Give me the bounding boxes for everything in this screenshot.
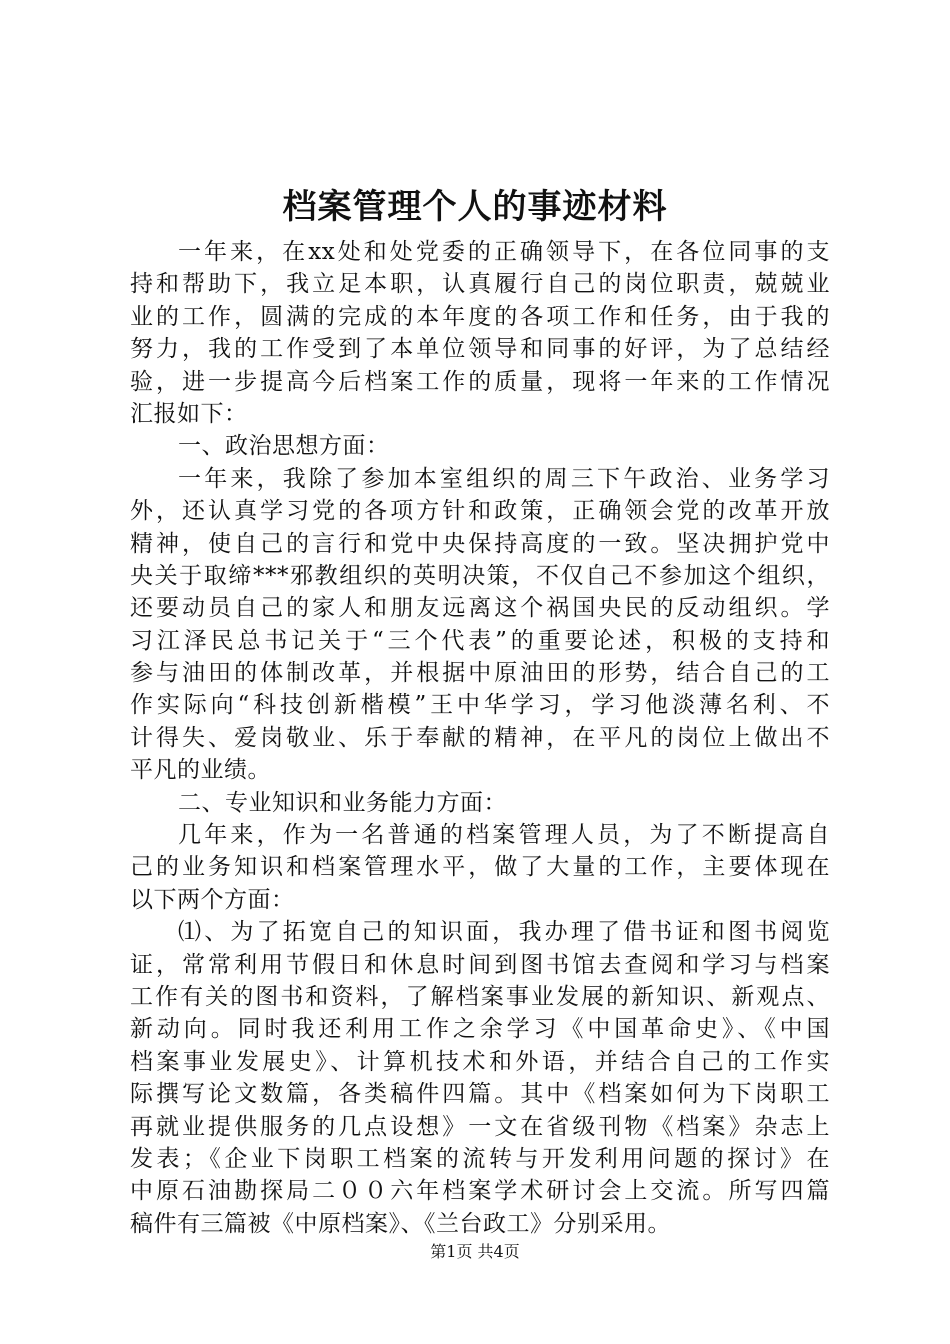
text-line: 一年来，我除了参加本室组织的周三下午政治、业务学习 <box>178 465 830 492</box>
text-line: 努力，我的工作受到了本单位领导和同事的好评，为了总结经 <box>130 336 830 363</box>
text-line: 再就业提供服务的几点设想》一文在省级刊物《档案》杂志上 <box>130 1113 830 1140</box>
text-line: 一、政治思想方面： <box>178 433 390 460</box>
text-line: 习江泽民总书记关于“三个代表”的重要论述，积极的支持和 <box>130 627 830 654</box>
text-line: 汇报如下： <box>130 400 248 427</box>
text-line: 持和帮助下，我立足本职，认真履行自己的岗位职责，兢兢业 <box>130 271 830 298</box>
text-line: 作实际向“科技创新楷模”王中华学习，学习他淡薄名利、不 <box>130 692 830 719</box>
text-line: 央关于取缔***邪教组织的英明决策，不仅自己不参加这个组织， <box>130 562 830 589</box>
document-body <box>130 236 830 1240</box>
text-line: 新动向。同时我还利用工作之余学习《中国革命史》、《中国 <box>130 1016 830 1043</box>
text-line: 还要动员自己的家人和朋友远离这个祸国央民的反动组织。学 <box>130 595 830 622</box>
text-line: 精神，使自己的言行和党中央保持高度的一致。坚决拥护党中 <box>130 530 830 557</box>
text-line: 稿件有三篇被《中原档案》、《兰台政工》分别采用。 <box>130 1210 671 1237</box>
text-line: 几年来，作为一名普通的档案管理人员，为了不断提高自 <box>178 822 830 849</box>
text-line: 二、专业知识和业务能力方面： <box>178 789 507 816</box>
document-title: 档案管理个人的事迹材料 <box>282 187 668 227</box>
text-line: 外，还认真学习党的各项方针和政策，正确领会党的改革开放 <box>130 498 830 525</box>
page-footer: 第1页 共4页 <box>430 1242 520 1261</box>
text-line: 一年来，在xx处和处党委的正确领导下，在各位同事的支 <box>178 239 830 265</box>
text-line: 己的业务知识和档案管理水平，做了大量的工作，主要体现在 <box>130 854 830 881</box>
text-line: 验，进一步提高今后档案工作的质量，现将一年来的工作情况 <box>130 368 830 395</box>
text-line: 中原石油勘探局二００六年档案学术研讨会上交流。所写四篇 <box>130 1178 830 1205</box>
text-line: 平凡的业绩。 <box>130 757 271 784</box>
text-line: 工作有关的图书和资料，了解档案事业发展的新知识、新观点、 <box>130 983 830 1010</box>
text-line: 档案事业发展史》、计算机技术和外语，并结合自己的工作实 <box>130 1048 830 1075</box>
text-line: 业的工作，圆满的完成的本年度的各项工作和任务，由于我的 <box>130 303 830 330</box>
text-line: 际撰写论文数篇，各类稿件四篇。其中《档案如何为下岗职工 <box>130 1081 830 1108</box>
text-line: 参与油田的体制改革，并根据中原油田的形势，结合自己的工 <box>130 660 830 687</box>
text-line: 计得失、爱岗敬业、乐于奉献的精神，在平凡的岗位上做出不 <box>130 724 830 751</box>
text-line: 证，常常利用节假日和休息时间到图书馆去查阅和学习与档案 <box>130 951 830 978</box>
text-line: 发表；《企业下岗职工档案的流转与开发利用问题的探讨》在 <box>130 1145 830 1172</box>
text-line: 以下两个方面： <box>130 886 295 913</box>
text-line: ⑴、为了拓宽自己的知识面，我办理了借书证和图书阅览 <box>178 919 830 946</box>
